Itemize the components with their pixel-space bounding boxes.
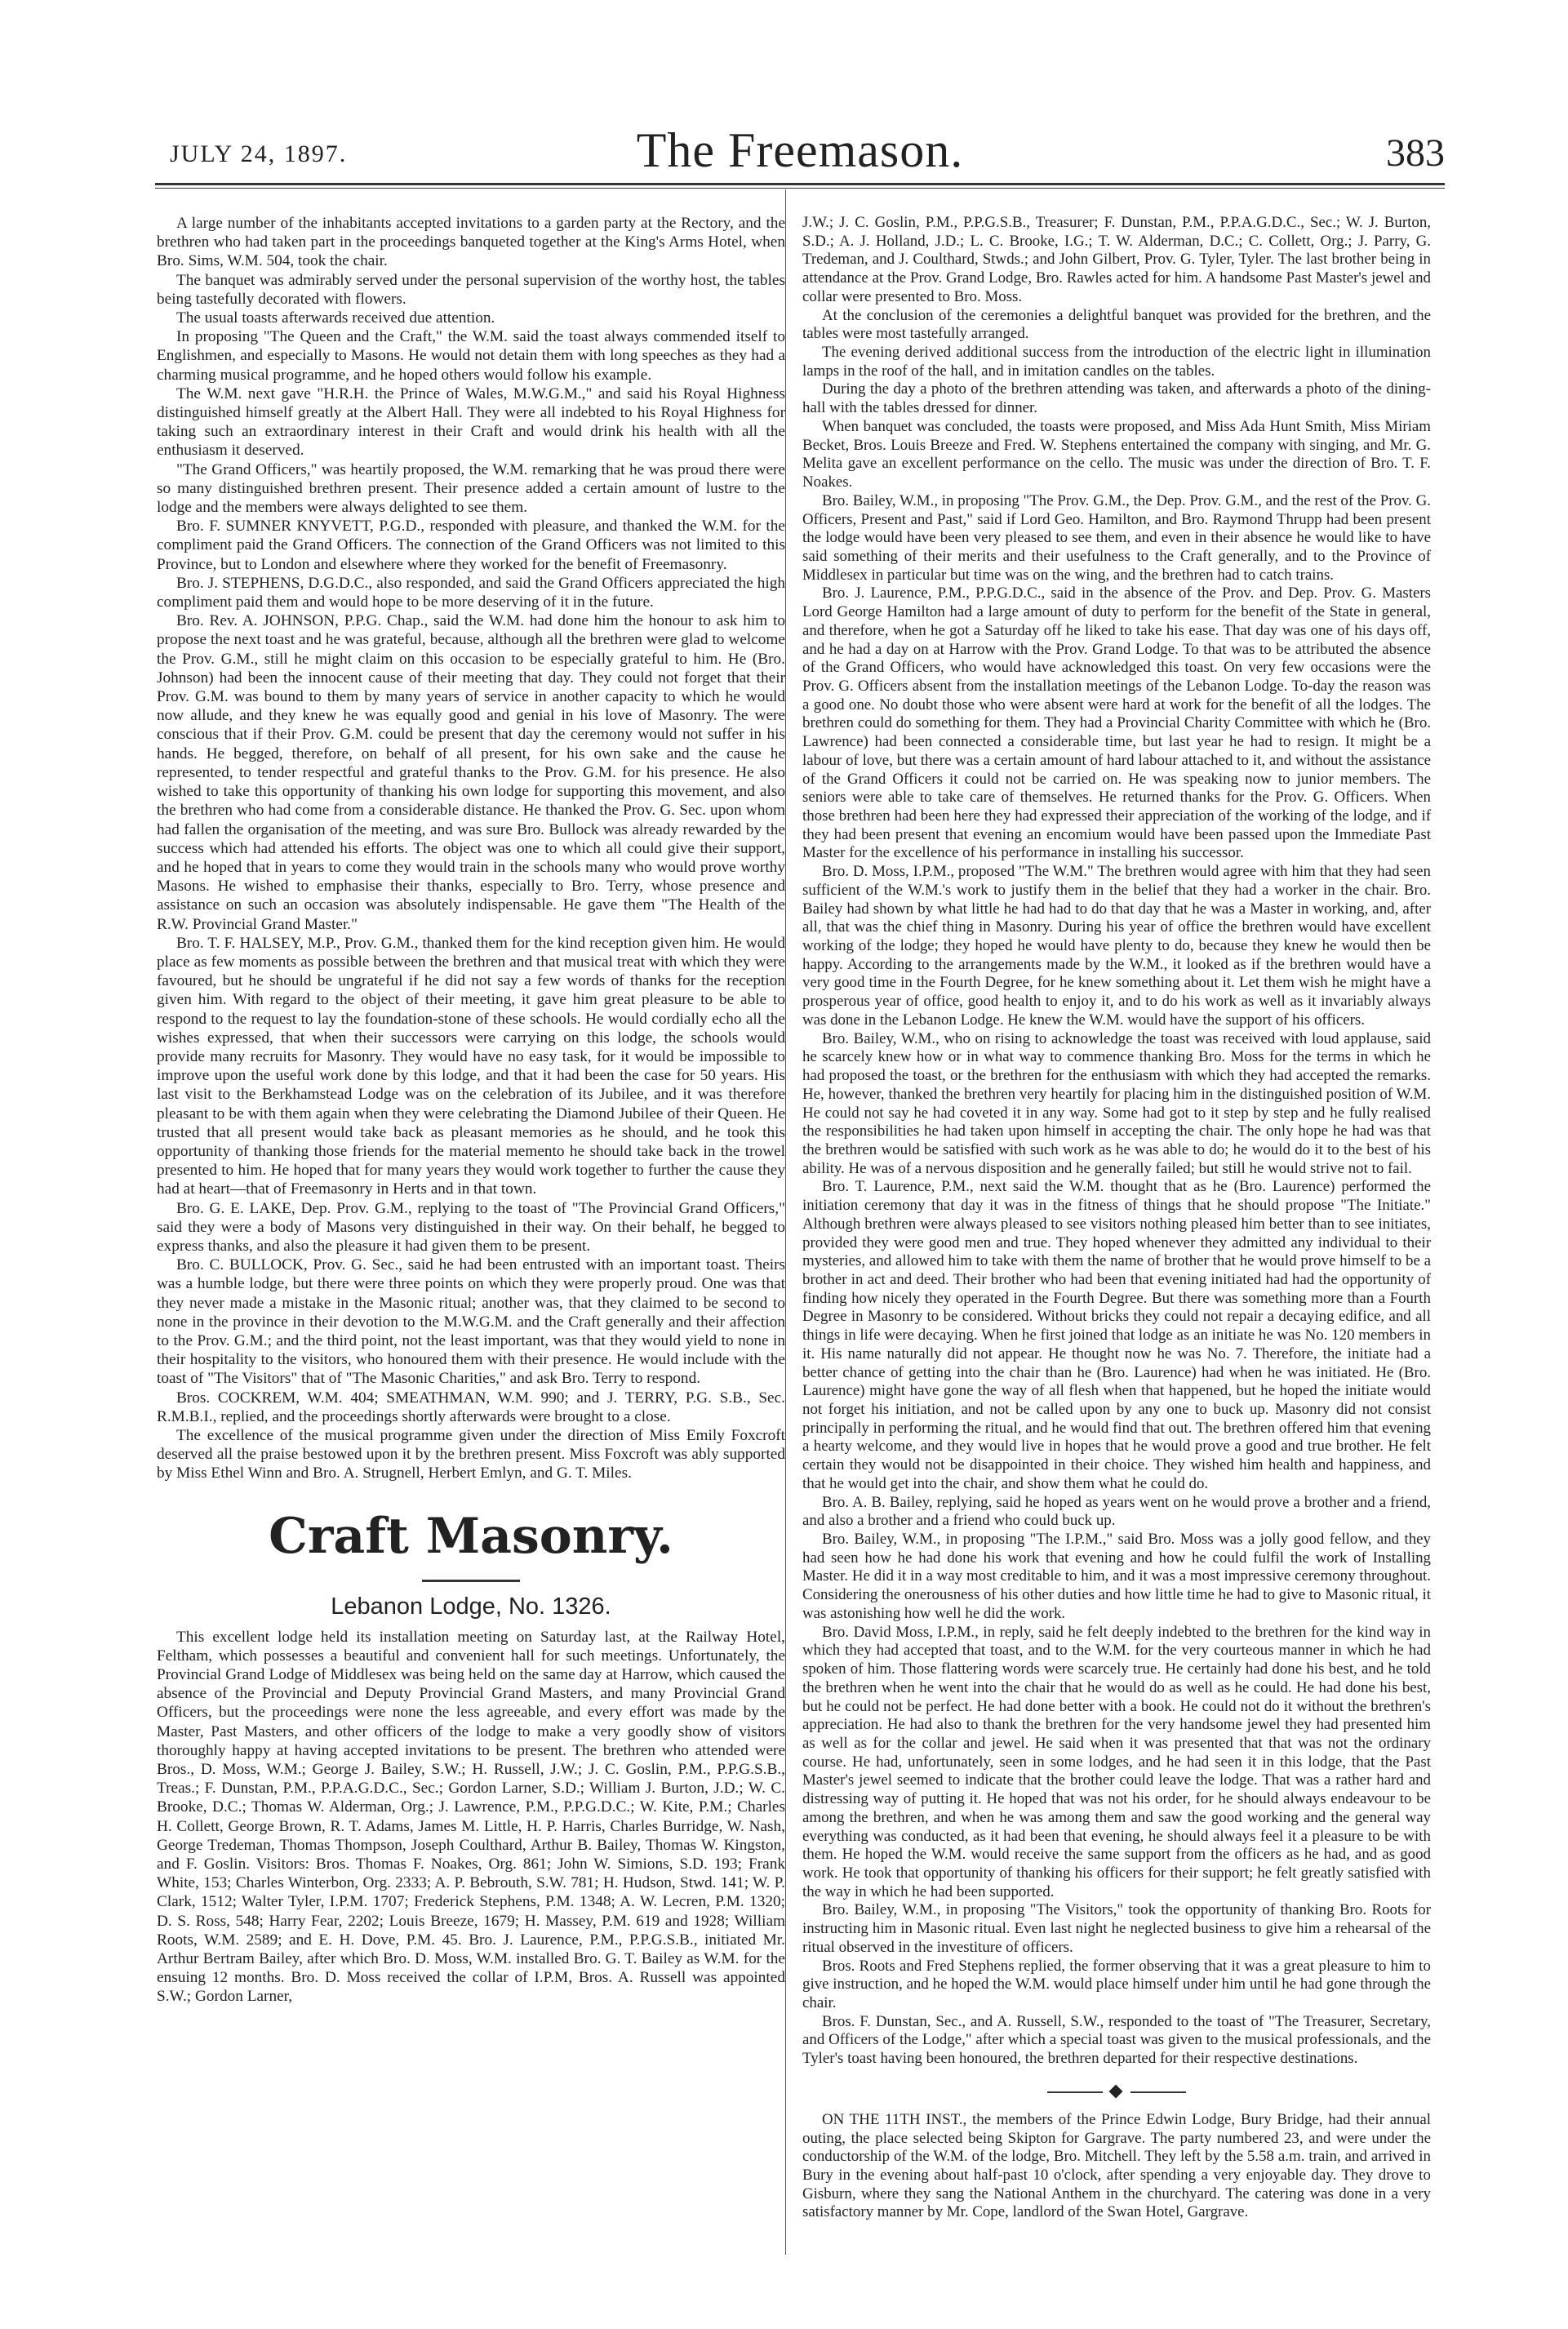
lodge-heading: Lebanon Lodge, No. 1326. [331, 1593, 611, 1620]
ornament-bar-left [1047, 2091, 1103, 2093]
paragraph: "The Grand Officers," was heartily proposed, the W.M. remarking that he was proud there were so many distinguished brethren present. Their presence added a certain amount of lustre to the lodge and the members were always delighted to see them. [157, 460, 785, 517]
paragraph: The excellence of the musical programme given under the direction of Miss Emily Foxcroft deserved all the praise bestowed upon it by the brethren present. Miss Foxcroft was ably supported by Miss Ethel Winn and Bro. A. Strugnell, Herbert Emlyn, and G. T. Miles. [157, 1427, 785, 1482]
paragraph: Bro. Bailey, W.M., in proposing "The Visitors," took the opportunity of thanking Bro. Roots for instructing him in Masonic ritual. Even last night he neglected business to give him a rehearsal of the ritual observed in the investiture of officers. [802, 1901, 1431, 1956]
paragraph: Bros. F. Dunstan, Sec., and A. Russell, S.W., responded to the toast of "The Treasurer, Secretary, and Officers of the Lodge," after which a special toast was given to the musical professionals, and the Tyler's toast having been honoured, the brethren departed for their respective destinations. [802, 2012, 1431, 2068]
paragraph: At the conclusion of the ceremonies a delightful banquet was provided for the brethren, and the tables were most tastefully arranged. [802, 306, 1431, 343]
left-article [157, 214, 785, 1483]
paragraph: Bro. C. BULLOCK, Prov. G. Sec., said he had been entrusted with an important toast. Theirs was a humble lodge, but there were three points on which they were properly proud. One was that they never made a mistake in the Masonic ritual; another was, that they claimed to be second to none in the province in their devotion to the M.W.G.M. and the Craft generally and their affection to the Prov. G.M.; and the third point, not the least important, was that they would yield to none in their hospitality to the visitors, who honoured them with their presence. He would include with the toast of "The Visitors" that of "The Masonic Charities," and ask Bro. Terry to respond. [157, 1256, 785, 1388]
right-column [802, 214, 1431, 2222]
section-rule [422, 1580, 520, 1582]
section-title: Craft Masonry. [269, 1507, 673, 1565]
paragraph: Bro. G. E. LAKE, Dep. Prov. G.M., replying to the toast of "The Provincial Grand Officers," said they were a body of Masons very distinguished in their way. On their behalf, he begged to express thanks, and also the pleasure it had given them to be present. [157, 1199, 785, 1255]
column-divider [785, 189, 786, 2255]
ornament-bar-right [1130, 2091, 1186, 2093]
paragraph: Bro. J. Laurence, P.M., P.P.G.D.C., said in the absence of the Prov. and Dep. Prov. G. Masters Lord George Hamilton had a large amount of duty to perform for the benefit of the State in general, and therefore, when he got a Saturday off he liked to take his ease. That day was one of his days off, and he had a day on at Harrow with the Prov. Grand Lodge. To that was to be attributed the absence of the Grand Officers, who would have acknowledged this toast. On very few occasions were the Prov. G. Officers absent from the installation meetings of the Lebanon Lodge. To-day the reason was a good one. No doubt those who were absent were hard at work for the benefit of all the lodges. The brethren could do something for them. They had a Provincial Charity Committee with which he (Bro. Lawrence) had been connected a considerable time, but last year he had to resign. It might be a labour of love, but there was a certain amount of hard labour attached to it, and without the assistance of the Grand Officers it could not be carried on. He was speaking now to junior members. The seniors were able to take care of themselves. He returned thanks for the Prov. G. Officers. When those brethren had been here they had expressed their appreciation of the working of the lodge, and if they had been present that evening an encomium would have been passed upon the Immediate Past Master for the excellence of his performance in installing his successor. [802, 584, 1431, 862]
closing-paragraph: ON THE 11TH INST., the members of the Prince Edwin Lodge, Bury Bridge, had their annual outing, the place selected being Skipton for Gargrave. The party numbered 23, and were under the conductorship of the W.M. of the lodge, Bro. Mitchell. They left by the 5.58 a.m. train, and arrived in Bury in the evening about half-past 10 o'clock, after spending a very enjoyable day. They drove to Gisburn, where they sang the National Anthem in the churchyard. The catering was done in a very satisfactory manner by Mr. Cope, landlord of the Swan Hotel, Gargrave. [802, 2110, 1431, 2221]
left-column [157, 214, 785, 2007]
paragraph: Bros. COCKREM, W.M. 404; SMEATHMAN, W.M. 990; and J. TERRY, P.G. S.B., Sec. R.M.B.I., replied, and the proceedings shortly afterwards were brought to a close. [157, 1389, 785, 1425]
paragraph: The W.M. next gave "H.R.H. the Prince of Wales, M.W.G.M.," and said his Royal Highness distinguished himself greatly at the Albert Hall. They were all indebted to his Royal Highness for taking such an extraordinary interest in their Craft and would drink his health with all the enthusiasm it deserved. [157, 384, 785, 460]
diamond-icon [1109, 2084, 1123, 2098]
paragraph: Bro. T. F. HALSEY, M.P., Prov. G.M., thanked them for the kind reception given him. He would place as few moments as possible between the brethren and that musical treat with which they were favoured, but he should be ungrateful if he did not say a few words of thanks for the reception given him. With regard to the object of their meeting, it gave him great pleasure to be able to respond to the request to lay the foundation-stone of these schools. He would cordially echo all the wishes expressed, that when their successors were carrying on this lodge, the schools would provide many recruits for Masonry. They would have no easy task, for it would be impossible to improve upon the useful work done by this lodge, and that it had been the case for 50 years. His last visit to the Berkhamstead Lodge was on the celebration of its Jubilee, and it was therefore pleasant to be with them again when they were celebrating the Diamond Jubilee of their Queen. He trusted that all present would take back as pleasant memories as he should, and he took this opportunity of thanking those friends for the material memento he should take back in the trowel presented to him. He hoped that for many years they would work together to further the cause they had at heart—that of Freemasonry in Herts and in that town. [157, 934, 785, 1198]
paragraph: Bros. Roots and Fred Stephens replied, the former observing that it was a great pleasure to him to give instruction, and he hoped the W.M. would place himself under him until he had gone through the chair. [802, 1957, 1431, 2011]
paragraph: When banquet was concluded, the toasts were proposed, and Miss Ada Hunt Smith, Miss Miriam Becket, Bros. Louis Breeze and Fred. W. Stephens entertained the company with singing, and Mr. G. Melita gave an excellent performance on the cello. The music was under the direction of Bro. T. F. Noakes. [802, 417, 1431, 491]
paragraph: The banquet was admirably served under the personal supervision of the worthy host, the tables being tastefully decorated with flowers. [157, 271, 785, 308]
header-rule-thick [155, 183, 1445, 185]
paragraph: A large number of the inhabitants accepted invitations to a garden party at the Rectory, and the brethren who had taken part in the proceedings banqueted together at the King's Arms Hotel, when Bro. Sims, W.M. 504, took the chair. [157, 215, 785, 270]
issue-date: JULY 24, 1897. [170, 140, 348, 167]
paragraph: Bro. David Moss, I.P.M., in reply, said he felt deeply indebted to the brethren for the kind way in which they had accepted that toast, and to the W.M. for the very courteous manner in which he had spoken of him. Those flattering words were scarcely true. He certainly had done his best, and he told the brethren when he went into the chair that he would do as well as he could. He had done his best, but he could not be perfect. He had done better with a book. He could not do it without the brethren's appreciation. He had also to thank the brethren for the very handsome jewel they had presented him as well as for the collar and jewel. He said when it was presented that that was not the ordinary course. He had, unfortunately, seen in some lodges, and he had seen it in this lodge, that the Past Master's jewel seemed to indicate that the brother could leave the lodge. That was a rather hard and distressing way of putting it. He hoped that was not his order, for he should always endeavour to be among the brethren, and when he was among them and saw the good working and the general way everything was conducted, as it had been that evening, he should always feel it a pleasure to be with them. He hoped the W.M. would receive the same support from the officers as he had, and as good work. He took that opportunity of thanking his officers for their support; he felt greatly satisfied with the way in which he had been supported. [802, 1623, 1431, 1900]
paragraph: Bro. Rev. A. JOHNSON, P.P.G. Chap., said the W.M. had done him the honour to ask him to propose the next toast and he was grateful, because, although all the brethren were glad to welcome the Prov. G.M., still he might claim on this occasion to be especially grateful to him. He (Bro. Johnson) had been the innocent cause of their meeting that day. They could not forget that their Prov. G.M. was bound to them by many years of service in another capacity to which he would now allude, and they knew he was equally good and genial in his love of Masonry. The were conscious that if their Prov. G.M. could be present that day the ceremony would not suffer in his hands. He begged, therefore, on behalf of all present, for his own sake and the cause he represented, to tender respectful and grateful thanks to the Prov. G.M. for his presence. He also wished to take this opportunity of thanking his own lodge for supporting this movement, and also the brethren who had come from a considerable distance. He thanked the Prov. G. Sec. upon whom had fallen the organisation of the meeting, and was sure Bro. Bullock was already rewarded by the success which had attended his efforts. The object was one to which all could give their support, and he hoped that in years to come they would train in the schools many who would prove worthy Masons. He wished to emphasise their thanks, especially to Bro. Terry, whose presence and assistance on such an occasion was absolutely indispensable. He gave them "The Health of the R.W. Provincial Grand Master." [157, 612, 785, 933]
paragraph: Bro. T. Laurence, P.M., next said the W.M. thought that as he (Bro. Laurence) performed the initiation ceremony that day it was in the fitness of things that he should propose "The Initiate." Although brethren were always pleased to see visitors nothing pleased him better than to see initiates, provided they were good men and true. They hoped whenever they admitted any individual to their mysteries, and allowed him to take with them the name of brother that he would prove himself to be a brother in act and deed. Their brother who had been that evening initiated had had the opportunity of finding how nicely they operated in the Fourth Degree. But there was something more than a Fourth Degree in Masonry to be considered. Without bricks they could not repair a decaying edifice, and all things in life were decaying. When he first joined that lodge as an initiate he was No. 120 members in it. His name naturally did not appear. He thought now he was No. 7. Therefore, the initiate had a better chance of getting into the chair than he (Bro. Laurence) had when he was initiated. He (Bro. Laurence) might have gone the way of all flesh when that happened, but he hoped the initiate would not forget his initiation, and not be called upon by any one to buck up. Masonry did not consist principally in performing the ritual, and he would find that out. The brethren offered him that evening a hearty welcome, and they would live in hopes that he would prove a good and true brother. He felt certain they would not be disappointed in their choice. They wished him health and happiness, and that he would get into the chair, and show them what he could do. [802, 1178, 1431, 1492]
page-number: 383 [1386, 131, 1445, 175]
paragraph: Bro. D. Moss, I.P.M., proposed "The W.M." The brethren would agree with him that they had seen sufficient of the W.M.'s work to justify them in the belief that they had a worker in the chair. Bro. Bailey had shown by what little he had had to do that day that he was a Master in working, and, after all, that was the chief thing in Masonry. During his year of office the brethren would have excellent working of the lodge; they hoped he would have plenty to do, because they knew he would then be happy. According to the arrangements made by the W.M., it looked as if the brethren would have a very good time in the Fourth Degree, for he knew something about it. Let them wish he might have a prosperous year of office, good health to enjoy it, and to do his work as well as it invariably always was done in the Lebanon Lodge. He knew the W.M. would have the support of his officers. [802, 863, 1431, 1029]
paragraph: In proposing "The Queen and the Craft," the W.M. said the toast always commended itself to Englishmen, and especially to Masons. He would not detain them with long speeches as they had a charming musical programme, and he hoped others would follow his example. [157, 328, 785, 384]
paragraph: Bro. F. SUMNER KNYVETT, P.G.D., responded with pleasure, and thanked the W.M. for the compliment paid the Grand Officers. The connection of the Grand Officers was not limited to this Province, but to London and elsewhere where they worked for the benefit of Freemasonry. [157, 518, 785, 573]
paragraph: Bro. J. STEPHENS, D.G.D.C., also responded, and said the Grand Officers appreciated the high compliment paid them and would hope to be more deserving of it in the future. [157, 574, 785, 611]
paragraph: Bro. Bailey, W.M., in proposing "The I.P.M.," said Bro. Moss was a jolly good fellow, and they had seen how he had done his work that evening and how he could fulfil the work of Installing Master. He did it in a way most creditable to him, and it was a most impressive ceremony throughout. Considering the onerousness of his other duties and how little time he had to give to Masonic ritual, it was astonishing how well he did the work. [802, 1531, 1431, 1622]
paragraph: The usual toasts afterwards received due attention. [176, 309, 495, 327]
masthead-title: The Freemason. [636, 123, 964, 177]
right-article [802, 214, 1431, 2069]
ornament-divider [1047, 2087, 1186, 2098]
paragraph: J.W.; J. C. Goslin, P.M., P.P.G.S.B., Treasurer; F. Dunstan, P.M., P.P.A.G.D.C., Sec.; W. J. Burton, S.D.; A. J. Holland, J.D.; L. C. Brooke, I.G.; T. W. Alderman, D.C.; C. Collett, Org.; J. Parry, G. Tredeman, and J. Coulthard, Stwds.; and John Gilbert, Prov. G. Tyler, Tyler. The last brother being in attendance at the Prov. Grand Lodge, Bro. Rawles acted for him. A handsome Past Master's jewel and collar were presented to Bro. Moss. [802, 214, 1431, 305]
lebanon-article [157, 1628, 785, 2007]
paragraph: Bro. Bailey, W.M., who on rising to acknowledge the toast was received with loud applause, said he scarcely knew how or in what way to commence thanking Bro. Moss for the terms in which he had proposed the toast, or the brethren for the enthusiasm with which they had accepted the remarks. He, however, thanked the brethren very heartily for placing him in the distinguished position of W.M. He could not say he had coveted it in any way. Some had got to it step by step and he fully realised the responsibilities he had taken upon himself in accepting the chair. The only hope he had was that the brethren would be satisfied with such work as he was able to do; he would do it to the best of his ability. He was of a nervous disposition and he generally failed; but still he would strive not to fail. [802, 1029, 1431, 1177]
paragraph: The evening derived additional success from the introduction of the electric light in illumination lamps in the roof of the hall, and in imitation candles on the tables. [802, 344, 1431, 380]
paragraph: During the day a photo of the brethren attending was taken, and afterwards a photo of the dining-hall with the tables dressed for dinner. [802, 380, 1431, 417]
paragraph: Bro. Bailey, W.M., in proposing "The Prov. G.M., the Dep. Prov. G.M., and the rest of the Prov. G. Officers, Present and Past," said if Lord Geo. Hamilton, and Bro. Raymond Thrupp had been present the lodge would have been very pleased to see them, and even in their absence he would like to have said something of their merits and their usefulness to the Craft generally, and to the Province of Middlesex in particular but time was on the wing, and the brethren had to catch trains. [802, 491, 1431, 584]
paragraph: Bro. A. B. Bailey, replying, said he hoped as years went on he would prove a brother and a friend, and also a brother and a friend who could buck up. [802, 1493, 1431, 1530]
paragraph: This excellent lodge held its installation meeting on Saturday last, at the Railway Hotel, Feltham, which possesses a beautiful and convenient hall for such meetings. Unfortunately, the Provincial Grand Lodge of Middlesex was being held on the same day at Harrow, which caused the absence of the Provincial and Deputy Provincial Grand Masters, and many Provincial Grand Officers, but the proceedings were none the less agreeable, and every effort was made by the Master, Past Masters, and other officers of the lodge to make a very goodly show of visitors thoroughly happy at having accepted invitations to be present. The brethren who attended were Bros., D. Moss, W.M.; George J. Bailey, S.W.; H. Russell, J.W.; J. C. Goslin, P.M., P.P.G.S.B., Treas.; F. Dunstan, P.M., P.P.A.G.D.C., Sec.; Gordon Larner, S.D.; William J. Burton, J.D.; W. C. Brooke, D.C.; Thomas W. Alderman, Org.; J. Lawrence, P.M., P.P.G.D.C.; W. Kite, P.M.; Charles H. Collett, George Brown, R. T. Adams, James M. Little, H. P. Harris, Charles Burridge, W. Nash, George Tredeman, Thomas Thompson, Joseph Coulthard, Arthur B. Bailey, Thomas W. Kingston, and F. Goslin. Visitors: Bros. Thomas F. Noakes, Org. 861; John W. Simions, S.D. 193; Frank White, 153; Charles Winterbon, Org. 2333; A. P. Bebrouth, S.W. 781; H. Hudson, Stwd. 141; W. P. Clark, 1512; Walter Tyler, I.P.M. 1707; Frederick Stephens, P.M. 1348; A. W. Lecren, P.M. 1320; D. S. Ross, 548; Harry Fear, 2202; Louis Breeze, 1679; H. Massey, P.M. 619 and 1928; William Roots, W.M. 2589; and E. H. Dove, P.M. 45. Bro. J. Laurence, P.M., P.P.G.S.B., initiated Mr. Arthur Bertram Bailey, after which Bro. D. Moss, W.M. installed Bro. G. T. Bailey as W.M. for the ensuing 12 months. Bro. D. Moss received the collar of I.P.M, Bros. A. Russell was appointed S.W.; Gordon Larner, [157, 1628, 785, 2006]
header-rule-thin [155, 188, 1445, 189]
page-header [155, 122, 1445, 180]
